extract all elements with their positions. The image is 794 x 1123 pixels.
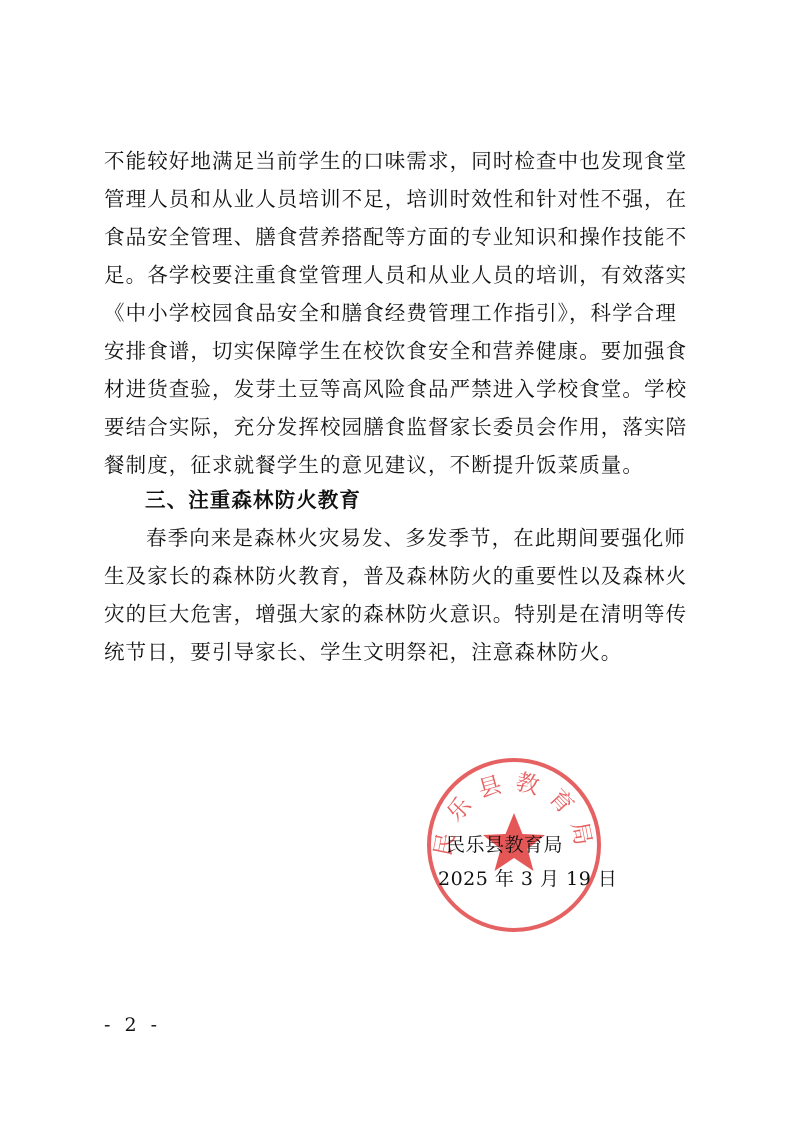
- seal-text: 民乐县教育局: [430, 769, 598, 859]
- signature-organization: 民乐县教育局: [446, 834, 564, 856]
- body-paragraph: 春季向来是森林火灾易发、多发季节，在此期间要强化师生及家长的森林防火教育，普及森林防火的重要性以及森林火灾的巨大危害，增强大家的森林防火意识。特别是在清明等传统节日，要引导家长、学生文明祭祀，注意森林防火。: [104, 526, 688, 664]
- body-paragraph: 不能较好地满足当前学生的口味需求，同时检查中也发现食堂管理人员和从业人员培训不足，培训时效性和针对性不强，在食品安全管理、膳食营养搭配等方面的专业知识和操作技能不足。各学校要注重食堂管理人员和从业人员的培训，有效落实《中小学校园食品安全和膳食经费管理工作指引》，科学合理安排食谱，切实保障学生在校饮食安全和营养健康。要加强食材进货查验，发芽土豆等高风险食品严禁进入学校食堂。学校要结合实际，充分发挥校园膳食监督家长委员会作用，落实陪餐制度，征求就餐学生的意见建议，不断提升饭菜质量。: [104, 149, 688, 477]
- section-heading: 三、注重森林防火教育: [145, 488, 361, 512]
- page-number: - 2 -: [104, 1014, 162, 1036]
- signature-date: 2025 年 3 月 19 日: [438, 868, 618, 890]
